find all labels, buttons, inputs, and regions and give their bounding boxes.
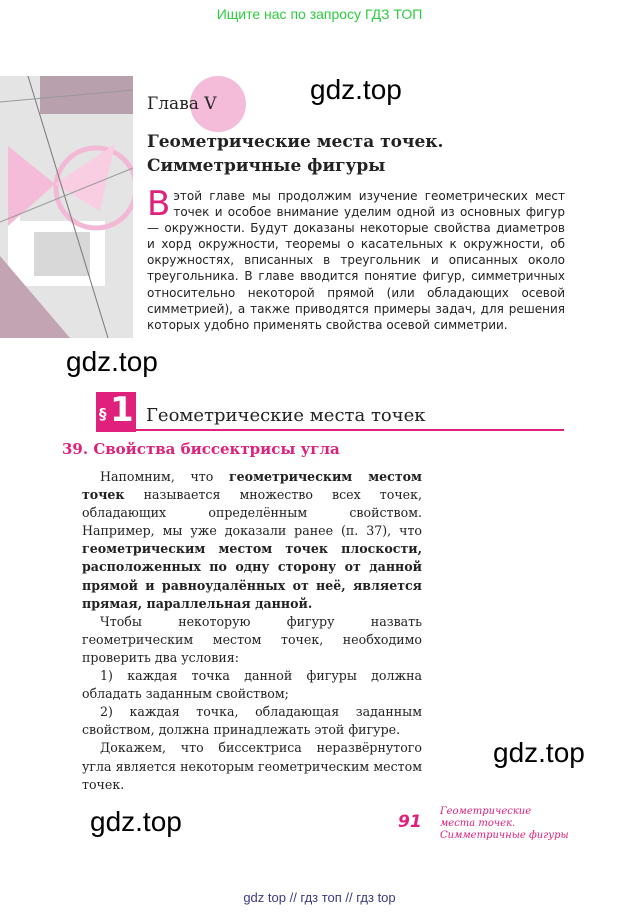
footer-links[interactable]: gdz top // гдз топ // гдз top — [243, 890, 396, 905]
section-badge — [96, 392, 136, 432]
page-number: 91 — [398, 812, 422, 832]
paragraph: 2) каждая точка, обладающая заданным свойством, должна принадлежать этой фигуре. — [82, 704, 422, 738]
chapter-title-line: Симметричные фигуры — [147, 156, 386, 176]
topic-title: 39. Свойства биссектрисы угла — [62, 440, 340, 458]
chapter-label: Глава V — [147, 94, 217, 114]
paragraph: Напомним, что геометрическим местом точек называется множество всех точек, обладающих определённым свойством. Например, мы уже доказали ранее (п. 37), что геометрическим местом точек плоскости, расположенных по одну сторону от данной прямой и равноудалённых от неё, является прямая, параллельная данной. — [82, 469, 422, 611]
watermark: gdz.top — [66, 346, 158, 377]
running-head: Геометрические места точек. Симметричные фигуры — [440, 806, 569, 841]
section-symbol: § — [99, 405, 107, 423]
top-banner[interactable]: Ищите нас по запросу ГДЗ ТОП — [216, 6, 423, 22]
watermark: gdz.top — [310, 74, 402, 105]
watermark: gdz.top — [493, 737, 585, 768]
body-text — [82, 468, 422, 794]
chapter-title — [147, 130, 577, 178]
section-title: Геометрические места точек — [146, 405, 426, 426]
chapter-title-line: Геометрические места точек. — [147, 132, 444, 152]
intro-text: этой главе мы продолжим изучение геометрических мест точек и особое внимание уделим одной из основных фигур — окружности. Будут доказаны некоторые свойства диаметров и хорд окружности, теоремы о касательных к окружности, об окружностях, вписанных в треугольник и описанных около треугольника. В главе вводится понятие фигур, симметричных относительно некоторой прямой (или обладающих осевой симметрией), а также приводятся примеры задач, для решения которых удобно применять свойства осевой симметрии. — [147, 189, 565, 332]
section-number: 1 — [110, 390, 134, 430]
paragraph: Чтобы некоторую фигуру назвать геометрическим местом точек, необходимо проверить два условия: — [82, 613, 422, 665]
drop-cap: В — [147, 184, 171, 224]
watermark: gdz.top — [90, 806, 182, 837]
paragraph: 1) каждая точка данной фигуры должна обладать заданным свойством; — [82, 668, 422, 702]
chapter-intro — [147, 184, 565, 333]
chapter-illustration — [0, 76, 133, 338]
section-divider — [136, 429, 564, 431]
paragraph: Докажем, что биссектриса неразвёрнутого угла является некоторым геометрическим местом точек. — [82, 740, 422, 792]
